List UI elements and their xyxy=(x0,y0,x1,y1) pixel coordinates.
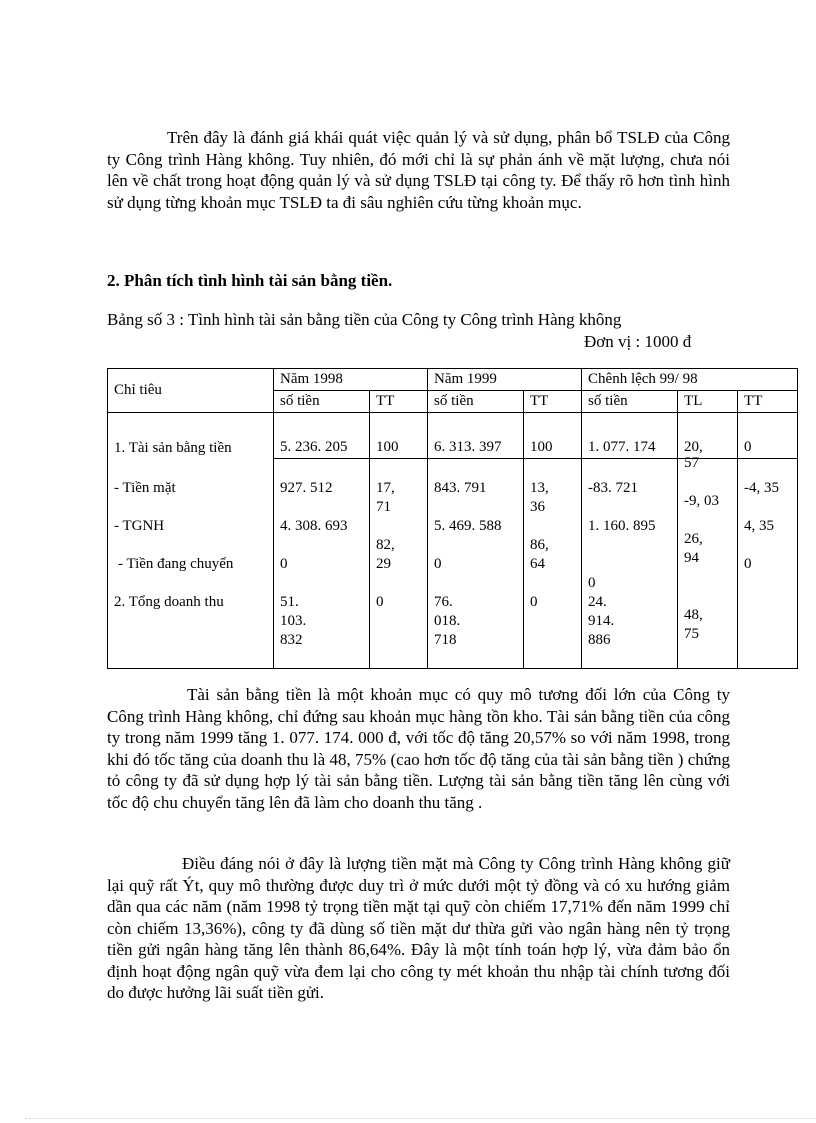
subheader-so-tien-99: số tiền xyxy=(428,391,524,413)
cell-v99: 6. 313. 397 xyxy=(428,413,524,459)
table-header-row xyxy=(108,369,798,391)
analysis-paragraph-1: Tài sản bằng tiền là một khoản mục có quy mô tương đối lớn của Công ty Công trình Hàng không, chỉ đứng sau khoản mục hàng tồn kho. Tài sản bằng tiền của công ty trong năm 1999 tăng 1. 077. 174. 000 đ, với tốc độ tăng 20,57% so với năm 1998, trong khi đó tốc tăng của doanh thu là 48, 75% (cao hơn tốc độ tăng của tài sản bằng tiền ) chứng tỏ công ty đã sử dụng hợp lý tài sản bằng tiền. Lượng tài sản bằng tiền tăng lên cùng với tốc độ chu chuyển tăng lên đã làm cho doanh thu tăng . xyxy=(107,685,730,812)
intro-paragraph: Trên đây là đánh giá khái quát việc quản lý và sử dụng, phân bổ TSLĐ của Công ty Công trình Hàng không. Tuy nhiên, đó mới chỉ là sự phản ánh về mặt lượng, chưa nói lên về chất trong hoạt động quản lý và sử dụng TSLĐ tại công ty. Để thấy rõ hơn tình hình sử dụng từng khoản mục TSLĐ ta đi sâu nghiên cứu từng khoản mục. xyxy=(107,128,730,212)
cell-v98: 5. 236. 205 xyxy=(274,413,370,459)
col-diff: -83. 721 1. 160. 895 0 24. 914. 886 xyxy=(582,459,678,669)
header-chi-tieu: Chỉ tiêu xyxy=(108,369,274,413)
analysis-paragraph-2: Điều đáng nói ở đây là lượng tiền mặt mà Công ty Công trình Hàng không giữ lại quỹ rất Ýt, quy mô thường được duy trì ở mức dưới một tỷ đồng và có xu hướng giảm dần qua các năm (năm 1998 tỷ trọng tiền mặt tại quỹ còn chiếm 17,71% đến năm 1999 chỉ còn chiếm 13,36%), công ty đã dùng số tiền mặt dư thừa gửi vào ngân hàng nên tỷ trọng tiền gửi ngân hàng tăng lên thành 86,64%. Đây là một tính toán hợp lý, vừa đảm bảo ổn định hoạt động ngân quỹ vừa đem lại cho công ty mét khoản thu nhập tài chính tương đối do được hưởng lãi suất tiền gửi. xyxy=(107,854,730,1002)
col-v99: 843. 791 5. 469. 588 0 76. 018. 718 xyxy=(428,459,524,669)
cell-tl: 20, xyxy=(678,413,738,459)
col-tt98: 17, 71 82, 29 0 xyxy=(370,459,428,669)
col-tt99: 13, 36 86, 64 0 xyxy=(524,459,582,669)
header-year-1999: Năm 1999 xyxy=(428,369,582,391)
header-year-1998: Năm 1998 xyxy=(274,369,428,391)
table-caption: Bảng số 3 : Tình hình tài sản bằng tiền của Công ty Công trình Hàng không xyxy=(107,310,622,329)
cell-tt98: 100 xyxy=(370,413,428,459)
section-heading: 2. Phân tích tình hình tài sản bằng tiền. xyxy=(107,271,393,290)
table-unit: Đơn vị : 1000 đ xyxy=(584,332,692,351)
row-label-tsbt: 1. Tài sản bằng tiền xyxy=(108,413,274,459)
cash-assets-table xyxy=(107,368,798,669)
table-row xyxy=(108,459,798,669)
subheader-so-tien-diff: số tiền xyxy=(582,391,678,413)
col-v98: 927. 512 4. 308. 693 0 51. 103. 832 xyxy=(274,459,370,669)
table-row xyxy=(108,413,798,459)
header-difference: Chênh lệch 99/ 98 xyxy=(582,369,798,391)
subheader-tt-99: TT xyxy=(524,391,582,413)
cell-tt99: 100 xyxy=(524,413,582,459)
col-tt: -4, 35 4, 35 0 xyxy=(738,459,798,669)
subheader-so-tien-98: số tiền xyxy=(274,391,370,413)
subheader-tt-diff: TT xyxy=(738,391,798,413)
cell-diff: 1. 077. 174 xyxy=(582,413,678,459)
subheader-tt-98: TT xyxy=(370,391,428,413)
row-labels: - Tiền mặt - TGNH - Tiền đang chuyển 2. Tổng doanh thu xyxy=(108,459,274,669)
cell-tt: 0 xyxy=(738,413,798,459)
col-tl: 57 -9, 03 26, 94 48, 75 xyxy=(678,459,738,669)
subheader-tl: TL xyxy=(678,391,738,413)
page-bottom-divider xyxy=(25,1118,815,1119)
